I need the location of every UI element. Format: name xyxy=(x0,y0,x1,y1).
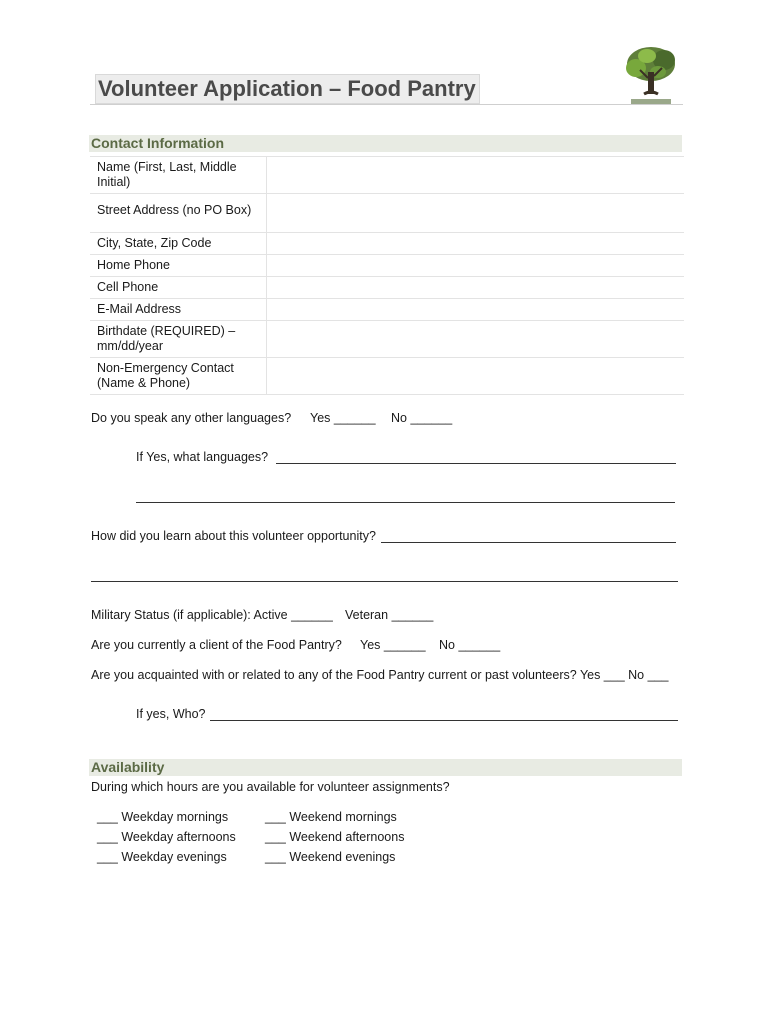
name-field[interactable] xyxy=(267,157,685,194)
military-status-active[interactable]: Military Status (if applicable): Active ______ xyxy=(91,608,333,622)
military-status-veteran[interactable]: Veteran ______ xyxy=(345,608,434,622)
weekend-options xyxy=(265,807,404,867)
weekday-afternoons-option[interactable]: ___ Weekday afternoons xyxy=(97,830,236,844)
emergency-contact-field[interactable] xyxy=(267,358,685,395)
weekday-options xyxy=(97,807,236,867)
weekday-evenings-option[interactable]: ___ Weekday evenings xyxy=(97,850,227,864)
client-question: Are you currently a client of the Food Pantry? xyxy=(91,638,342,652)
languages-no-blank[interactable]: No ______ xyxy=(391,411,453,425)
client-no-blank[interactable]: No ______ xyxy=(439,638,501,652)
weekend-afternoons-option[interactable]: ___ Weekend afternoons xyxy=(265,830,405,844)
title-divider xyxy=(90,104,683,105)
home-phone-field[interactable] xyxy=(267,255,685,277)
email-field[interactable] xyxy=(267,299,685,321)
tree-logo-icon xyxy=(622,44,680,106)
emergency-contact-label: Non-Emergency Contact (Name & Phone) xyxy=(90,358,267,395)
weekend-evenings-option[interactable]: ___ Weekend evenings xyxy=(265,850,396,864)
client-yes-blank[interactable]: Yes ______ xyxy=(360,638,426,652)
table-row xyxy=(90,321,684,358)
learn-answer-line-2[interactable] xyxy=(91,581,678,582)
name-label: Name (First, Last, Middle Initial) xyxy=(90,157,267,194)
languages-which-label: If Yes, what languages? xyxy=(136,450,269,464)
who-label: If yes, Who? xyxy=(136,707,206,721)
languages-question: Do you speak any other languages? xyxy=(91,411,292,425)
birthdate-field[interactable] xyxy=(267,321,685,358)
email-label: E-Mail Address xyxy=(90,299,267,321)
availability-section-heading: Availability xyxy=(89,759,682,776)
city-state-zip-field[interactable] xyxy=(267,233,685,255)
table-row xyxy=(90,358,684,395)
contact-table xyxy=(90,156,684,395)
table-row xyxy=(90,299,684,321)
city-state-zip-label: City, State, Zip Code xyxy=(90,233,267,255)
cell-phone-field[interactable] xyxy=(267,277,685,299)
table-row xyxy=(90,277,684,299)
page-title: Volunteer Application – Food Pantry xyxy=(95,74,480,104)
contact-section-heading: Contact Information xyxy=(89,135,682,152)
cell-phone-label: Cell Phone xyxy=(90,277,267,299)
street-address-label: Street Address (no PO Box) xyxy=(90,194,267,233)
table-row xyxy=(90,157,684,194)
languages-which-line[interactable] xyxy=(276,463,676,464)
weekday-mornings-option[interactable]: ___ Weekday mornings xyxy=(97,810,229,824)
languages-yes-blank[interactable]: Yes ______ xyxy=(310,411,376,425)
street-address-field[interactable] xyxy=(267,194,685,233)
learn-question: How did you learn about this volunteer opportunity? xyxy=(91,529,376,543)
table-row xyxy=(90,255,684,277)
availability-prompt: During which hours are you available for volunteer assignments? xyxy=(91,780,450,794)
learn-answer-line[interactable] xyxy=(381,542,676,543)
table-row xyxy=(90,194,684,233)
languages-which-line-2[interactable] xyxy=(136,502,675,503)
home-phone-label: Home Phone xyxy=(90,255,267,277)
table-row xyxy=(90,233,684,255)
acquainted-question[interactable]: Are you acquainted with or related to any of the Food Pantry current or past volunteers? Yes ___ No ___ xyxy=(91,668,669,682)
birthdate-label: Birthdate (REQUIRED) – mm/dd/year xyxy=(90,321,267,358)
who-answer-line[interactable] xyxy=(210,720,678,721)
weekend-mornings-option[interactable]: ___ Weekend mornings xyxy=(265,810,397,824)
